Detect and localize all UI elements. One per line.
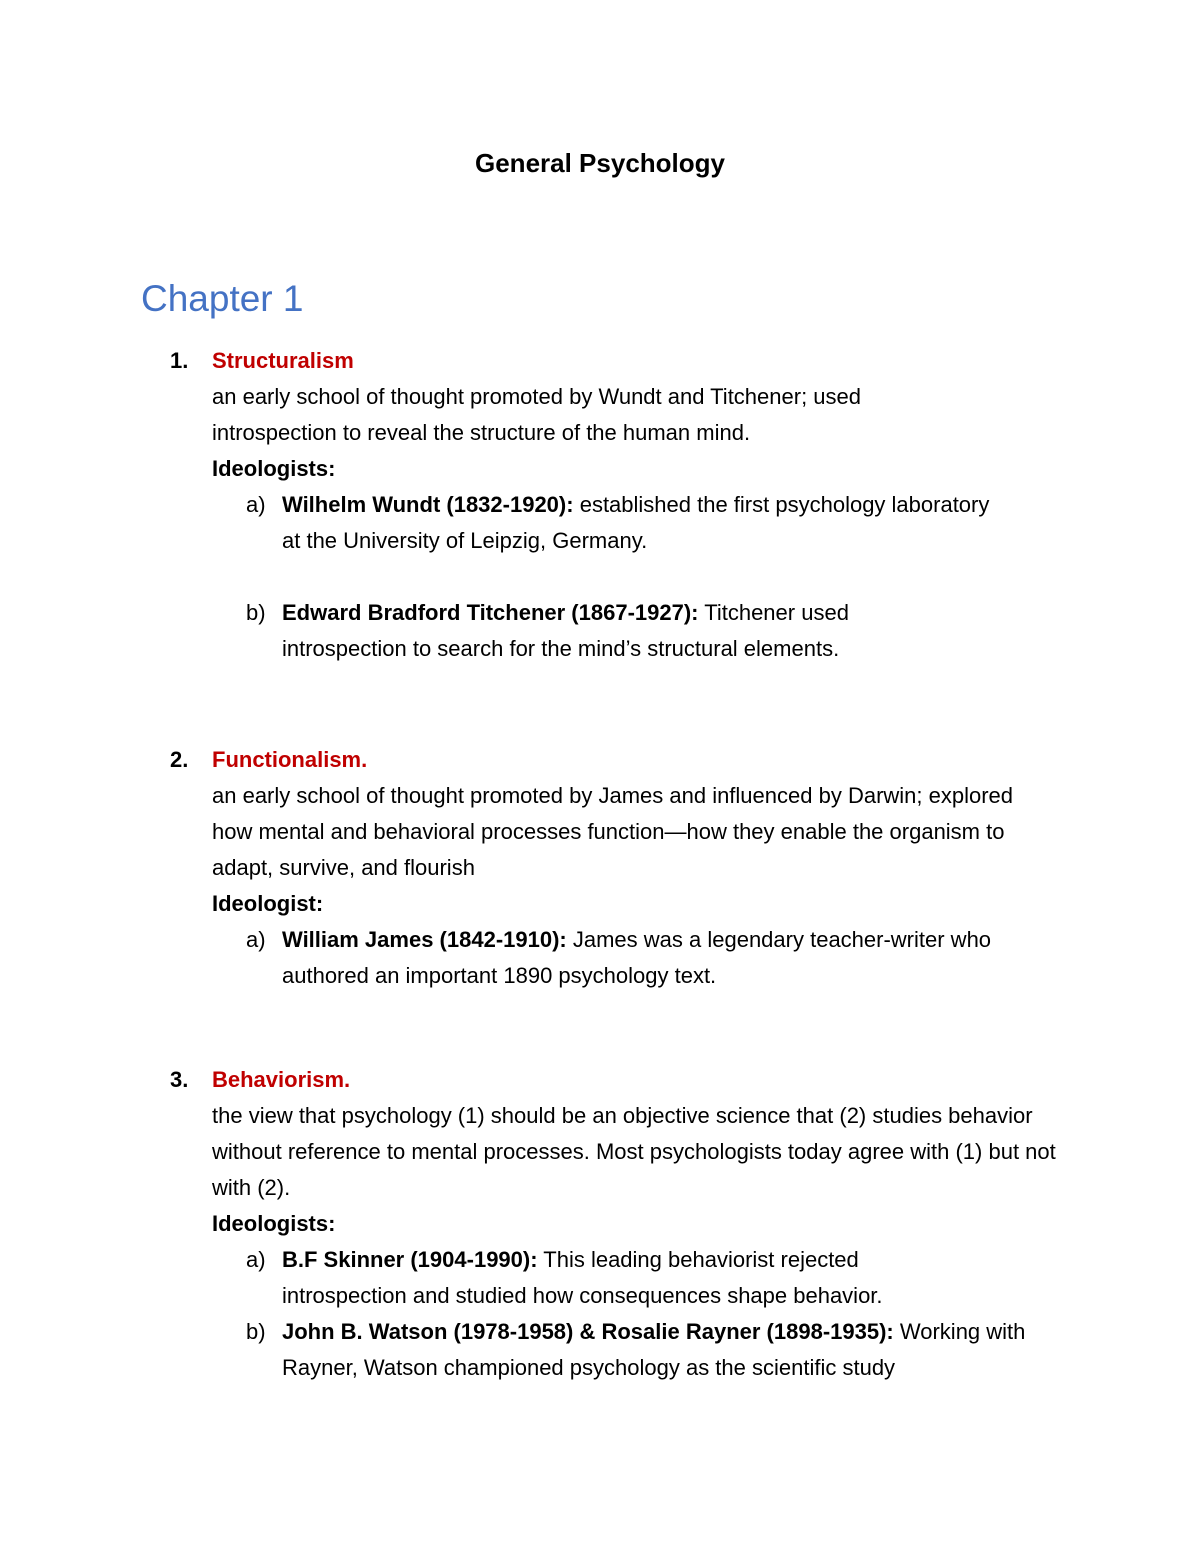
list-letter: b): [246, 1319, 266, 1344]
ideologist-name: Edward Bradford Titchener (1867-1927):: [282, 600, 699, 625]
spacer: [170, 559, 1070, 595]
ideologist-description: Working with Rayner, Watson championed psychology as the scientific study: [282, 1319, 1026, 1380]
ideologist-item: [246, 595, 1036, 667]
page-title: General Psychology: [475, 148, 725, 178]
ideologist-entry: [282, 922, 1036, 994]
list-letter: a): [246, 927, 266, 952]
section-definition: an early school of thought promoted by James and influenced by Darwin; explored how mental and behavioral processes function—how they enable the organism to adapt, survive, and flourish: [212, 783, 1014, 880]
ideologists-label: Ideologists:: [212, 1211, 336, 1236]
ideologist-item: [246, 1314, 1036, 1386]
ideologist-description: This leading behaviorist rejected introspection and studied how consequences shape behavior.: [282, 1247, 883, 1308]
list-letter: b): [246, 600, 266, 625]
list-letter: a): [246, 492, 266, 517]
ideologist-name: B.F Skinner (1904-1990):: [282, 1247, 538, 1272]
ideologist-name: John B. Watson (1978-1958) & Rosalie Rayner (1898-1935):: [282, 1319, 894, 1344]
chapter-heading: Chapter 1: [141, 278, 304, 319]
ideologist-item: [246, 922, 1036, 994]
section-heading: [170, 343, 1070, 379]
ideologist-entry: [282, 1242, 1036, 1314]
ideologist-description: established the first psychology laboratory at the University of Leipzig, Germany.: [282, 492, 990, 553]
ideologist-item: [246, 487, 1036, 559]
section-number: 3.: [170, 1067, 189, 1092]
ideologist-entry: [282, 1314, 1036, 1386]
section-definition: the view that psychology (1) should be an objective science that (2) studies behavior without reference to mental processes. Most psychologists today agree with (1) but not with (2).: [212, 1103, 1056, 1200]
ideologist-name: William James (1842-1910):: [282, 927, 567, 952]
section-title: Structuralism: [212, 348, 354, 373]
section-number: 2.: [170, 747, 189, 772]
ideologists-label: Ideologist:: [212, 891, 324, 916]
ideologist-description: Titchener used introspection to search for the mind’s structural elements.: [282, 600, 849, 661]
section-heading: [170, 1062, 1070, 1098]
ideologist-name: Wilhelm Wundt (1832-1920):: [282, 492, 574, 517]
section-heading: [170, 742, 1070, 778]
section-definition: an early school of thought promoted by Wundt and Titchener; used introspection to reveal the structure of the human mind.: [212, 384, 861, 445]
ideologists-label: Ideologists:: [212, 456, 336, 481]
section-number: 1.: [170, 348, 189, 373]
section-title: Behaviorism.: [212, 1067, 351, 1092]
ideologist-entry: [282, 595, 1036, 667]
ideologist-item: [246, 1242, 1036, 1314]
section-functionalism: [170, 742, 1070, 994]
section-title: Functionalism.: [212, 747, 368, 772]
ideologist-entry: [282, 487, 1036, 559]
section-structuralism: [170, 343, 1070, 667]
section-behaviorism: [170, 1062, 1070, 1386]
list-letter: a): [246, 1247, 266, 1272]
ideologist-description: James was a legendary teacher-writer who authored an important 1890 psychology text.: [282, 927, 992, 988]
